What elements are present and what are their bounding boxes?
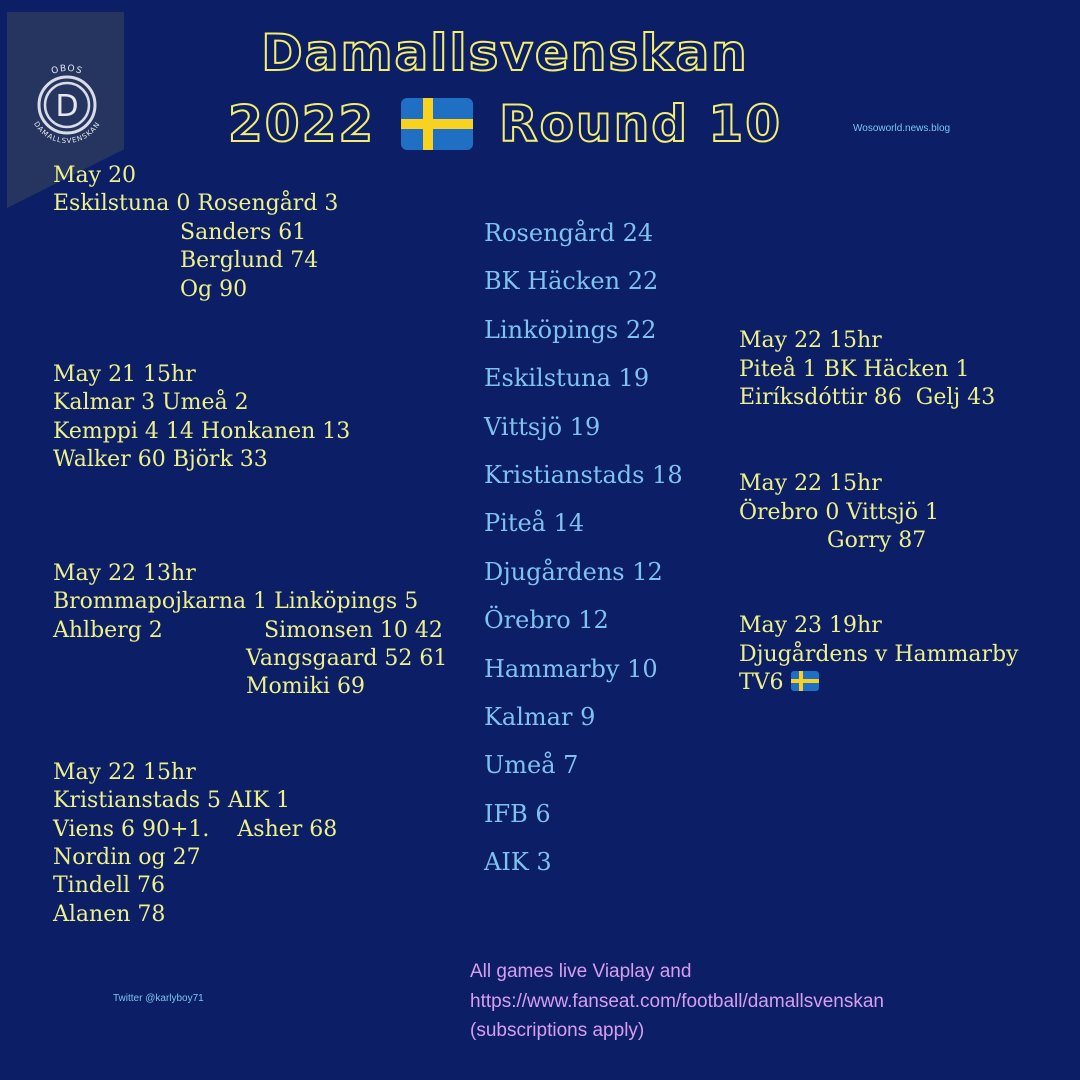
- page-title: Damallsvenskan: [261, 24, 749, 82]
- scorers-line: Eiríksdóttir 86 Gelj 43: [739, 385, 996, 410]
- standings-row: Umeå 7: [484, 751, 579, 780]
- scorers-line: Walker 60 Björk 33: [53, 447, 268, 472]
- svg-text:OBOS: OBOS: [50, 63, 84, 77]
- svg-text:DAMALLSVENSKAN: DAMALLSVENSKAN: [32, 120, 102, 146]
- match-date: May 22 15hr: [53, 760, 196, 785]
- standings-row: Örebro 12: [484, 606, 609, 635]
- scorer: Nordin og 27: [53, 845, 201, 870]
- standings-row: Linköpings 22: [484, 315, 657, 344]
- sweden-flag-icon: [791, 671, 819, 691]
- standings-row: Kristianstads 18: [484, 461, 683, 490]
- match-date: May 23 19hr: [739, 613, 882, 638]
- scorer: Tindell 76: [53, 873, 166, 898]
- match-score: Brommapojkarna 1 Linköpings 5: [53, 589, 419, 614]
- twitter-credit: Twitter @karlyboy71: [113, 993, 204, 1004]
- match-date: May 20: [53, 163, 137, 188]
- standings-row: Piteå 14: [484, 509, 585, 538]
- scorers-line: Kemppi 4 14 Honkanen 13: [53, 419, 351, 444]
- scorer: Momiki 69: [246, 674, 366, 699]
- standings-row: Kalmar 9: [484, 703, 596, 732]
- standings-table: [484, 209, 683, 887]
- tv-label: TV6: [739, 670, 784, 695]
- standings-row: Rosengård 24: [484, 219, 654, 247]
- standings-row: Djugårdens 12: [484, 557, 663, 586]
- scorers-line: Viens 6 90+1. Asher 68: [53, 817, 338, 842]
- broadcast-link[interactable]: https://www.fanseat.com/football/damallsvenskan: [470, 991, 884, 1012]
- broadcast-note: All games live Viaplay and: [470, 961, 692, 982]
- standings-row: AIK 3: [484, 848, 552, 877]
- scorer: Berglund 74: [180, 248, 319, 273]
- site-credit: Wosoworld.news.blog: [853, 123, 951, 134]
- sweden-flag-icon: [401, 98, 473, 150]
- scorer: Alanen 78: [53, 902, 166, 927]
- match-score: Örebro 0 Vittsjö 1: [739, 500, 939, 525]
- match-date: May 22 13hr: [53, 561, 196, 586]
- scorer: Gorry 87: [827, 528, 927, 553]
- scorer: Vangsgaard 52 61: [246, 646, 448, 671]
- standings-row: IFB 6: [484, 799, 551, 828]
- title-round: Round 10: [499, 95, 782, 153]
- subscription-note: (subscriptions apply): [470, 1020, 645, 1041]
- match-date: May 22 15hr: [739, 328, 882, 353]
- svg-text:D: D: [55, 89, 79, 124]
- standings-row: BK Häcken 22: [484, 267, 659, 296]
- fixture: Djugårdens v Hammarby: [739, 642, 1019, 667]
- standings-row: Eskilstuna 19: [484, 364, 650, 393]
- match-score: Eskilstuna 0 Rosengård 3: [53, 191, 339, 216]
- standings-row: Vittsjö 19: [484, 412, 601, 441]
- match-date: May 21 15hr: [53, 362, 196, 387]
- title-year: 2022: [228, 95, 376, 153]
- tv-channel: [739, 669, 819, 697]
- match-score: Kristianstads 5 AIK 1: [53, 788, 291, 813]
- standings-row: Hammarby 10: [484, 654, 658, 683]
- scorer: Simonsen 10 42: [264, 618, 443, 643]
- scorer: Sanders 61: [180, 220, 307, 245]
- scorer: Og 90: [180, 277, 248, 302]
- match-date: May 22 15hr: [739, 471, 882, 496]
- scorer: Ahlberg 2: [53, 618, 163, 643]
- match-score: Piteå 1 BK Häcken 1: [739, 357, 970, 382]
- match-score: Kalmar 3 Umeå 2: [53, 390, 249, 415]
